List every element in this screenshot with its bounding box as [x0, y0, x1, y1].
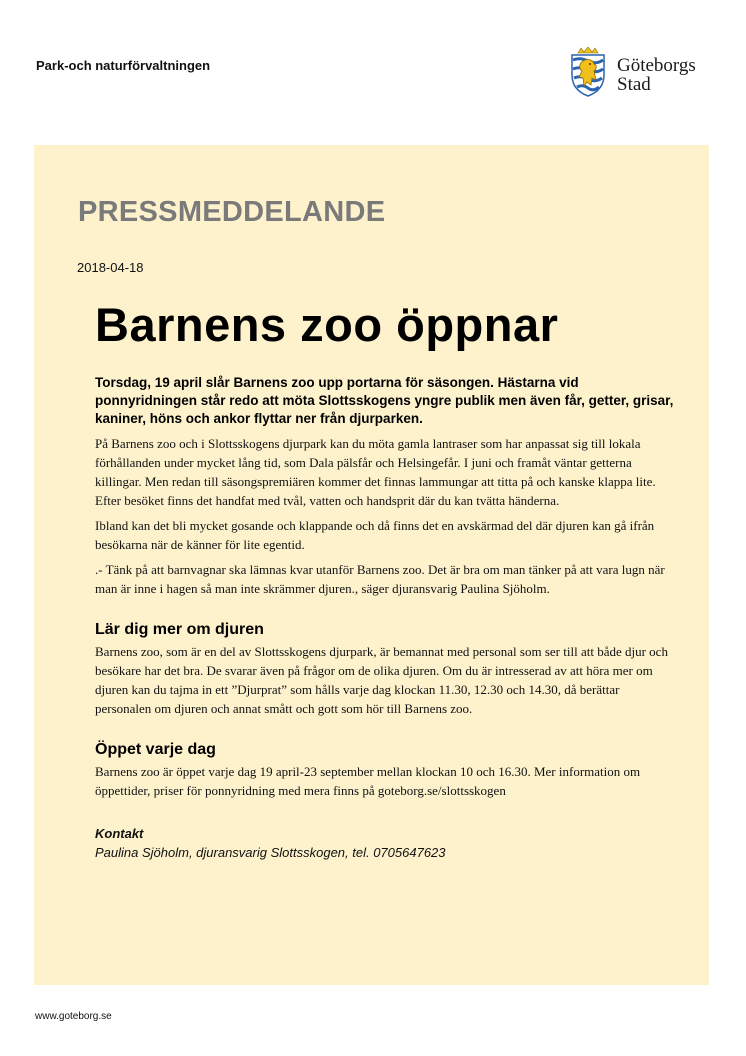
body-paragraph-1: På Barnens zoo och i Slottsskogens djurpark kan du möta gamla lantraser som har anpassat sig till lokala förhållanden under mycket lång tid, som Dala pälsfår och Helsingefår. I juni och framåt väntar getterna killingar. Men redan till säsongspremiären kommer det finnas lammungar att titta på och kanske klappa lite. Efter besöket finns det handfat med tvål, vatten och handsprit där du kan tvätta händerna.: [95, 436, 656, 508]
contact-title: Kontakt: [95, 826, 144, 841]
body-paragraph-3: .- Tänk på att barnvagnar ska lämnas kvar utanför Barnens zoo. Det är bra om man tänker på att vara lugn när man är inne i hagen så man inte skrämmer djuren., säger djuransvarig Paulina Sjöholm.: [95, 562, 665, 596]
logo-wordmark: [617, 56, 696, 94]
logo-line-2: Stad: [617, 74, 651, 95]
body-paragraph-2: Ibland kan det bli mycket gosande och klappande och då finns det en avskärmad del där djuren kan gå ifrån besökarna när de känner för lite egentid.: [95, 518, 655, 552]
contact-block: [95, 824, 675, 862]
contact-details: Paulina Sjöholm, djuransvarig Slottsskogen, tel. 0705647623: [95, 845, 446, 860]
section-text-opening: Barnens zoo är öppet varje dag 19 april-23 september mellan klockan 10 och 16.30. Mer information om öppettider, priser för ponnyridning med mera finns på goteborg.se/slottsskogen: [95, 764, 641, 798]
document-type-label: PRESSMEDDELANDE: [78, 196, 386, 228]
section-text-animals: Barnens zoo, som är en del av Slottsskogens djurpark, är bemannat med personal som ser till att både djur och besökare har det bra. De svarar även på frågor om de olika djuren. Om du är intresserad av att höra mer om djuren kan du tajma in ett ”Djurprat” som hålls varje dag klockan 11.30, 12.30 och 14.30, då berättar personalen om djuren och annat smått och gott som hör till Barnens zoo.: [95, 644, 668, 716]
section-heading-opening: Öppet varje dag: [95, 741, 216, 758]
lead-paragraph: Torsdag, 19 april slår Barnens zoo upp portarna för säsongen. Hästarna vid ponnyridningen står redo att möta Slottsskogens yngre publik men även får, getter, grisar, kaniner, höns och ankor flyttar ner från djurparken.: [95, 375, 674, 426]
goteborgs-stad-logo[interactable]: [566, 47, 726, 99]
goteborg-coat-of-arms-icon: [566, 47, 610, 97]
department-name: Park-och naturförvaltningen: [36, 58, 211, 73]
headline: Barnens zoo öppnar: [95, 298, 559, 351]
section-heading-animals: Lär dig mer om djuren: [95, 621, 264, 638]
article-body: [95, 374, 675, 862]
footer-url-link[interactable]: www.goteborg.se: [35, 1011, 112, 1022]
logo-line-1: Göteborgs: [617, 55, 696, 76]
release-date: 2018-04-18: [77, 260, 144, 275]
